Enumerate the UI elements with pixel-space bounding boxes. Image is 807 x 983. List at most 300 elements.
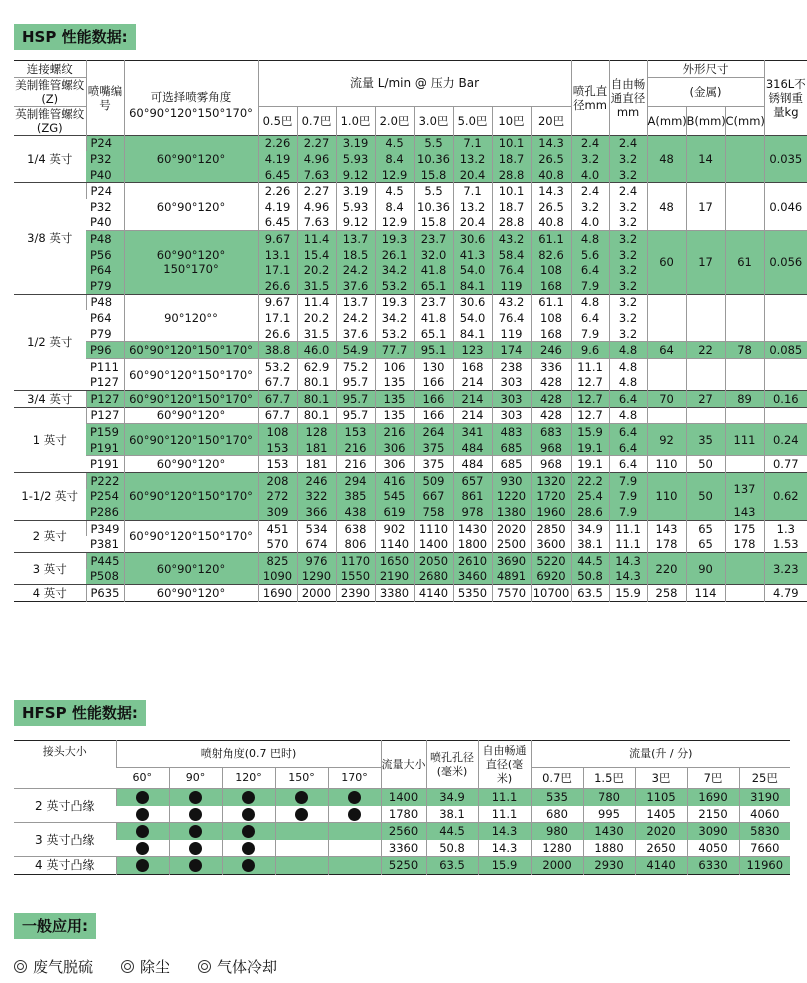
connection-size: 1 英寸: [14, 407, 86, 472]
free-passage-value: 6.4: [609, 456, 647, 473]
connection-size: 1/4 英寸: [14, 135, 86, 183]
application-label: 气体冷却: [217, 958, 278, 976]
angle-available-dot: [222, 857, 275, 875]
flow-value: 46.0: [297, 342, 336, 359]
flow-value: 216: [336, 456, 375, 473]
flow-value: 2.27: [297, 183, 336, 199]
flow-value: 18.7: [492, 151, 531, 167]
nozzle-model: P48: [86, 231, 124, 247]
nozzle-model: P64: [86, 262, 124, 278]
flow-value: 2050: [414, 553, 453, 569]
pressure-header: 1.5巴: [583, 768, 635, 789]
flow-value: 14.3: [531, 135, 571, 151]
flow-value: 14.3: [531, 183, 571, 199]
flow-value: 10.36: [414, 151, 453, 167]
filled-dot-icon: [295, 808, 308, 821]
flow-value: 5.93: [336, 199, 375, 215]
flow-value: 31.5: [297, 278, 336, 294]
free-passage-value: 14.3: [478, 840, 531, 857]
dim-a-value: 64: [647, 342, 686, 359]
free-passage-value: 3.2: [609, 151, 647, 167]
angle-empty: [275, 840, 328, 857]
flow-value: 135: [375, 375, 414, 391]
flow-size-value: 1400: [381, 789, 426, 806]
flow-value: 76.4: [492, 310, 531, 326]
dim-a-value: 60: [647, 231, 686, 294]
filled-dot-icon: [295, 791, 308, 804]
flow-value: 23.7: [414, 231, 453, 247]
flow-value: 2.27: [297, 135, 336, 151]
flow-value: 2.26: [258, 183, 297, 199]
free-passage-value: 11.1: [609, 520, 647, 536]
flow-value: 2190: [375, 569, 414, 585]
spray-angle: 60°90°120°150°170°: [124, 520, 258, 552]
angle-available-dot: [169, 823, 222, 840]
dim-b-value: 65: [686, 536, 725, 552]
dim-a-value: 143: [647, 520, 686, 536]
flow-value: 264: [414, 424, 453, 440]
flow-value: 9.12: [336, 167, 375, 183]
connection-size-header: 接头大小: [42, 745, 87, 758]
flow-value: 26.6: [258, 326, 297, 342]
flow-value: 5.93: [336, 151, 375, 167]
free-passage-header: 自由畅通直径mm: [609, 61, 647, 136]
pressure-header: 2.0巴: [375, 106, 414, 135]
flow-size-header: 流量大小: [381, 741, 426, 789]
flow-value: 3190: [739, 789, 790, 806]
flow-value: 2150: [687, 806, 739, 823]
free-passage-value: 3.2: [609, 262, 647, 278]
orifice-value: 4.8: [571, 294, 609, 310]
orifice-value: 7.9: [571, 278, 609, 294]
filled-dot-icon: [136, 808, 149, 821]
flow-value: 10.1: [492, 183, 531, 199]
free-passage-value: 15.9: [609, 585, 647, 602]
flow-value: 1290: [297, 569, 336, 585]
flow-value: 9.67: [258, 231, 297, 247]
flow-value: 806: [336, 536, 375, 552]
thread-connection-header: 连接螺纹: [26, 61, 73, 76]
angle-empty: [275, 823, 328, 840]
flow-value: 638: [336, 520, 375, 536]
pressure-header: 10巴: [492, 106, 531, 135]
flow-value: 24.2: [336, 262, 375, 278]
free-passage-value: 3.2: [609, 231, 647, 247]
flow-value: 861: [453, 489, 492, 505]
flow-value: 31.5: [297, 326, 336, 342]
free-passage-header: 自由畅通直径(毫米): [478, 741, 531, 789]
angle-available-dot: [169, 840, 222, 857]
filled-dot-icon: [136, 791, 149, 804]
flow-value: 26.5: [531, 199, 571, 215]
dim-b-value: 27: [686, 391, 725, 408]
free-passage-value: 14.3: [609, 569, 647, 585]
flow-value: 17.1: [258, 262, 297, 278]
orifice-value: 19.1: [571, 456, 609, 473]
orifice-value: 34.9: [571, 520, 609, 536]
nozzle-model: P48: [86, 294, 124, 310]
angle-available-dot: [222, 823, 275, 840]
dim-b-value: 35: [686, 424, 725, 456]
flow-value: 294: [336, 473, 375, 489]
spray-angle: 60°90°120°150°170°: [124, 424, 258, 456]
weight-value: 0.046: [764, 183, 807, 231]
pressure-header: 0.7巴: [297, 106, 336, 135]
orifice-value: 44.5: [426, 823, 478, 840]
flow-value: 13.2: [453, 151, 492, 167]
dim-c-value: 143: [725, 504, 764, 520]
pressure-header: 5.0巴: [453, 106, 492, 135]
angle-available-dot: [222, 789, 275, 806]
dim-b-value: 114: [686, 585, 725, 602]
flow-value: 9.67: [258, 294, 297, 310]
connection-size: 3/8 英寸: [14, 183, 86, 294]
flow-value: 1430: [583, 823, 635, 840]
table-row: [14, 823, 790, 840]
flow-value: 428: [531, 407, 571, 424]
flow-size-value: 1780: [381, 806, 426, 823]
flow-value: 135: [375, 391, 414, 408]
angle-available-dot: [116, 840, 169, 857]
flow-value: 13.7: [336, 231, 375, 247]
flow-value: 15.4: [297, 247, 336, 263]
dim-b-value: 14: [686, 135, 725, 183]
table-row: [14, 857, 790, 875]
flow-value: 303: [492, 375, 531, 391]
flow-value: 1105: [635, 789, 687, 806]
orifice-header: 喷孔孔径(毫米): [426, 741, 478, 789]
hsp-section-title: HSP 性能数据:: [14, 24, 136, 50]
hfsp-section-title: HFSP 性能数据:: [14, 700, 146, 726]
weight-value: 0.035: [764, 135, 807, 183]
dim-b-value: [686, 358, 725, 390]
dim-c-value: 111: [725, 424, 764, 456]
flow-value: 54.9: [336, 342, 375, 359]
flow-value: 181: [297, 456, 336, 473]
angle-header: 90°: [169, 768, 222, 789]
orifice-value: 2.4: [571, 135, 609, 151]
table-row: [14, 473, 807, 489]
flow-value: 4.5: [375, 183, 414, 199]
connection-size: 4 英寸凸缘: [14, 857, 116, 875]
flow-value: 438: [336, 504, 375, 520]
flow-value: 130: [414, 358, 453, 374]
table-row: [14, 135, 807, 151]
flow-value: 119: [492, 278, 531, 294]
flow-value: 341: [453, 424, 492, 440]
flow-value: 40.8: [531, 215, 571, 231]
connection-size: 1/2 英寸: [14, 294, 86, 391]
table-row: [14, 407, 807, 424]
flow-value: 61.1: [531, 294, 571, 310]
flow-value: 37.6: [336, 278, 375, 294]
flow-value: 11.4: [297, 294, 336, 310]
flow-value: 1960: [531, 504, 571, 520]
flow-value: 28.8: [492, 215, 531, 231]
flow-value: 484: [453, 456, 492, 473]
flow-value: 84.1: [453, 326, 492, 342]
flow-value: 7.63: [297, 167, 336, 183]
flow-value: 4891: [492, 569, 531, 585]
dim-a-value: 70: [647, 391, 686, 408]
flow-value: 95.7: [336, 407, 375, 424]
filled-dot-icon: [189, 842, 202, 855]
flow-value: 166: [414, 391, 453, 408]
flow-value: 43.2: [492, 231, 531, 247]
flow-value: 980: [531, 823, 583, 840]
filled-dot-icon: [242, 842, 255, 855]
weight-value: [764, 358, 807, 390]
filled-dot-icon: [348, 808, 361, 821]
flow-value: 1880: [583, 840, 635, 857]
thread-z-header: 美制锥管螺纹(Z): [15, 77, 85, 106]
flow-value: 26.1: [375, 247, 414, 263]
nozzle-model: P32: [90, 199, 112, 214]
flow-value: 15.8: [414, 215, 453, 231]
flow-value: 4060: [739, 806, 790, 823]
free-passage-value: 11.1: [478, 806, 531, 823]
nozzle-model: P159: [86, 424, 124, 440]
flow-value: 67.7: [258, 375, 297, 391]
nozzle-model: P381: [90, 537, 119, 552]
nozzle-model: P40: [90, 215, 112, 230]
flow-value: 108: [531, 310, 571, 326]
flow-value: 2610: [453, 553, 492, 569]
orifice-value: 19.1: [571, 440, 609, 456]
double-circle-icon: [14, 960, 27, 973]
free-passage-value: 7.9: [609, 489, 647, 505]
orifice-value: 34.9: [426, 789, 478, 806]
dim-c-value: [725, 135, 764, 183]
flow-value: 1720: [531, 489, 571, 505]
flow-value: 32.0: [414, 247, 453, 263]
flow-value: 825: [258, 553, 297, 569]
weight-value: 3.23: [764, 553, 807, 585]
dim-c-value: 61: [725, 231, 764, 294]
connection-size: 4 英寸: [14, 585, 86, 602]
flow-value: 166: [414, 407, 453, 424]
spray-angle: 90°120°°: [124, 294, 258, 342]
spray-angle: 60°90°120°150°170°: [124, 473, 258, 521]
angle-available-dot: [275, 789, 328, 806]
flow-value: 7.1: [453, 135, 492, 151]
dim-c-value: [725, 294, 764, 342]
filled-dot-icon: [189, 808, 202, 821]
orifice-value: 63.5: [426, 857, 478, 875]
table-row: [14, 520, 807, 536]
angle-available-dot: [169, 789, 222, 806]
free-passage-value: 3.2: [609, 278, 647, 294]
orifice-value: 7.9: [571, 326, 609, 342]
pressure-header: 0.5巴: [258, 106, 297, 135]
dim-a-value: 48: [647, 183, 686, 231]
dim-b-value: 17: [686, 183, 725, 231]
flow-value: 80.1: [297, 375, 336, 391]
flow-value: 1220: [492, 489, 531, 505]
flow-value: 40.8: [531, 167, 571, 183]
dim-a-value: [647, 407, 686, 424]
weight-value: 1.3: [764, 520, 807, 536]
orifice-value: 4.8: [571, 231, 609, 247]
flow-value: 108: [258, 424, 297, 440]
flow-value: 3600: [531, 536, 571, 552]
flow-value: 75.2: [336, 358, 375, 374]
orifice-value: 12.7: [571, 391, 609, 408]
angle-header: 170°: [328, 768, 381, 789]
flow-value: 5220: [531, 553, 571, 569]
flow-value: 37.6: [336, 326, 375, 342]
dim-a-header: A(mm): [647, 106, 686, 135]
free-passage-value: 3.2: [609, 199, 647, 215]
flow-value: 2680: [414, 569, 453, 585]
application-item: [14, 956, 93, 977]
flow-value: 26.6: [258, 278, 297, 294]
dim-b-value: [686, 407, 725, 424]
flow-value: 428: [531, 375, 571, 391]
dim-a-value: 258: [647, 585, 686, 602]
flow-value: 902: [375, 520, 414, 536]
dim-c-value: [725, 585, 764, 602]
flow-value: 38.8: [258, 342, 297, 359]
free-passage-value: 3.2: [609, 326, 647, 342]
flow-value: 322: [297, 489, 336, 505]
flow-value: 80.1: [297, 407, 336, 424]
flow-value: 4050: [687, 840, 739, 857]
orifice-value: 38.1: [571, 536, 609, 552]
orifice-value: 50.8: [426, 840, 478, 857]
table-row: [14, 806, 790, 823]
flow-value: 336: [531, 358, 571, 374]
flow-value: 11.4: [297, 231, 336, 247]
dim-c-value: 78: [725, 342, 764, 359]
flow-value: 968: [531, 456, 571, 473]
flow-value: 41.3: [453, 247, 492, 263]
flow-value: 685: [492, 440, 531, 456]
spray-angle: 60°90°120°: [124, 407, 258, 424]
flow-value: 6920: [531, 569, 571, 585]
filled-dot-icon: [242, 825, 255, 838]
flow-value: 6.45: [258, 215, 297, 231]
table-row: [14, 183, 807, 199]
angle-available-dot: [169, 857, 222, 875]
flow-value: 246: [531, 342, 571, 359]
flow-value: 3.19: [336, 183, 375, 199]
flow-value: 8.4: [375, 199, 414, 215]
flow-value: 7.63: [297, 215, 336, 231]
flow-value: 680: [531, 806, 583, 823]
flow-value: 5350: [453, 585, 492, 602]
flow-value: 534: [297, 520, 336, 536]
flow-value: 30.6: [453, 294, 492, 310]
flow-value: 451: [258, 520, 297, 536]
flow-value: 7.1: [453, 183, 492, 199]
free-passage-value: 6.4: [609, 440, 647, 456]
weight-value: 0.62: [764, 473, 807, 521]
flow-value: 484: [453, 440, 492, 456]
angle-list-header: 60°90°120°150°170°: [124, 106, 258, 135]
angle-available-dot: [116, 789, 169, 806]
free-passage-value: 2.4: [609, 135, 647, 151]
spray-angle: 60°90°120°150°170°: [124, 342, 258, 359]
free-passage-value: 7.9: [609, 473, 647, 489]
flow-value: 216: [375, 424, 414, 440]
nozzle-model: P64: [90, 310, 112, 325]
filled-dot-icon: [189, 791, 202, 804]
spray-angle: 60°90°120°150°170°: [124, 358, 258, 390]
dim-a-value: 110: [647, 473, 686, 521]
table-row: [14, 424, 807, 440]
table-row: [14, 789, 790, 806]
flow-value: 15.8: [414, 167, 453, 183]
weight-value: 0.16: [764, 391, 807, 408]
flow-value: 306: [375, 440, 414, 456]
double-circle-icon: [198, 960, 211, 973]
free-passage-value: 4.8: [609, 407, 647, 424]
flow-value: 8.4: [375, 151, 414, 167]
orifice-value: 6.4: [571, 262, 609, 278]
nozzle-model: P286: [86, 504, 124, 520]
dimensions-header: 外形尺寸: [647, 61, 764, 78]
table-row: [14, 391, 807, 408]
flow-value: 41.8: [414, 310, 453, 326]
table-row: [14, 585, 807, 602]
angle-available-dot: [275, 806, 328, 823]
flow-value: 10.36: [414, 199, 453, 215]
spray-angle: 60°90°120°: [124, 456, 258, 473]
flow-value: 2020: [492, 520, 531, 536]
orifice-value: 44.5: [571, 553, 609, 569]
flow-value: 385: [336, 489, 375, 505]
flow-size-value: 2560: [381, 823, 426, 840]
flow-value: 978: [453, 504, 492, 520]
flow-value: 20.2: [297, 262, 336, 278]
pressure-header: 20巴: [531, 106, 571, 135]
connection-size: 3/4 英寸: [14, 391, 86, 408]
dim-b-value: [686, 294, 725, 342]
flow-value: 4.19: [258, 199, 297, 215]
dim-c-value: [725, 456, 764, 473]
weight-value: 0.085: [764, 342, 807, 359]
flow-value: 12.9: [375, 215, 414, 231]
flow-value: 153: [258, 440, 297, 456]
nozzle-model: P127: [86, 407, 124, 424]
filled-dot-icon: [348, 791, 361, 804]
flow-value: 483: [492, 424, 531, 440]
flow-value: 80.1: [297, 391, 336, 408]
spray-angle: 60°90°120°: [124, 585, 258, 602]
free-passage-value: 15.9: [478, 857, 531, 875]
angle-available-dot: [222, 840, 275, 857]
connection-size: 2 英寸: [14, 520, 86, 552]
flow-value: 2650: [635, 840, 687, 857]
flow-value: 13.1: [258, 247, 297, 263]
weight-value: 0.24: [764, 424, 807, 456]
free-passage-value: 4.8: [609, 342, 647, 359]
nozzle-model: P24: [86, 183, 124, 199]
angle-available-dot: [169, 806, 222, 823]
dim-a-value: 48: [647, 135, 686, 183]
flow-value: 26.5: [531, 151, 571, 167]
flow-value: 181: [297, 440, 336, 456]
table-row: [14, 358, 807, 374]
flow-value: 4.96: [297, 151, 336, 167]
nozzle-model: P445: [86, 553, 124, 569]
filled-dot-icon: [136, 825, 149, 838]
free-passage-value: 3.2: [609, 294, 647, 310]
flow-value: 1280: [531, 840, 583, 857]
free-passage-value: 4.8: [609, 358, 647, 374]
flow-value: 1405: [635, 806, 687, 823]
